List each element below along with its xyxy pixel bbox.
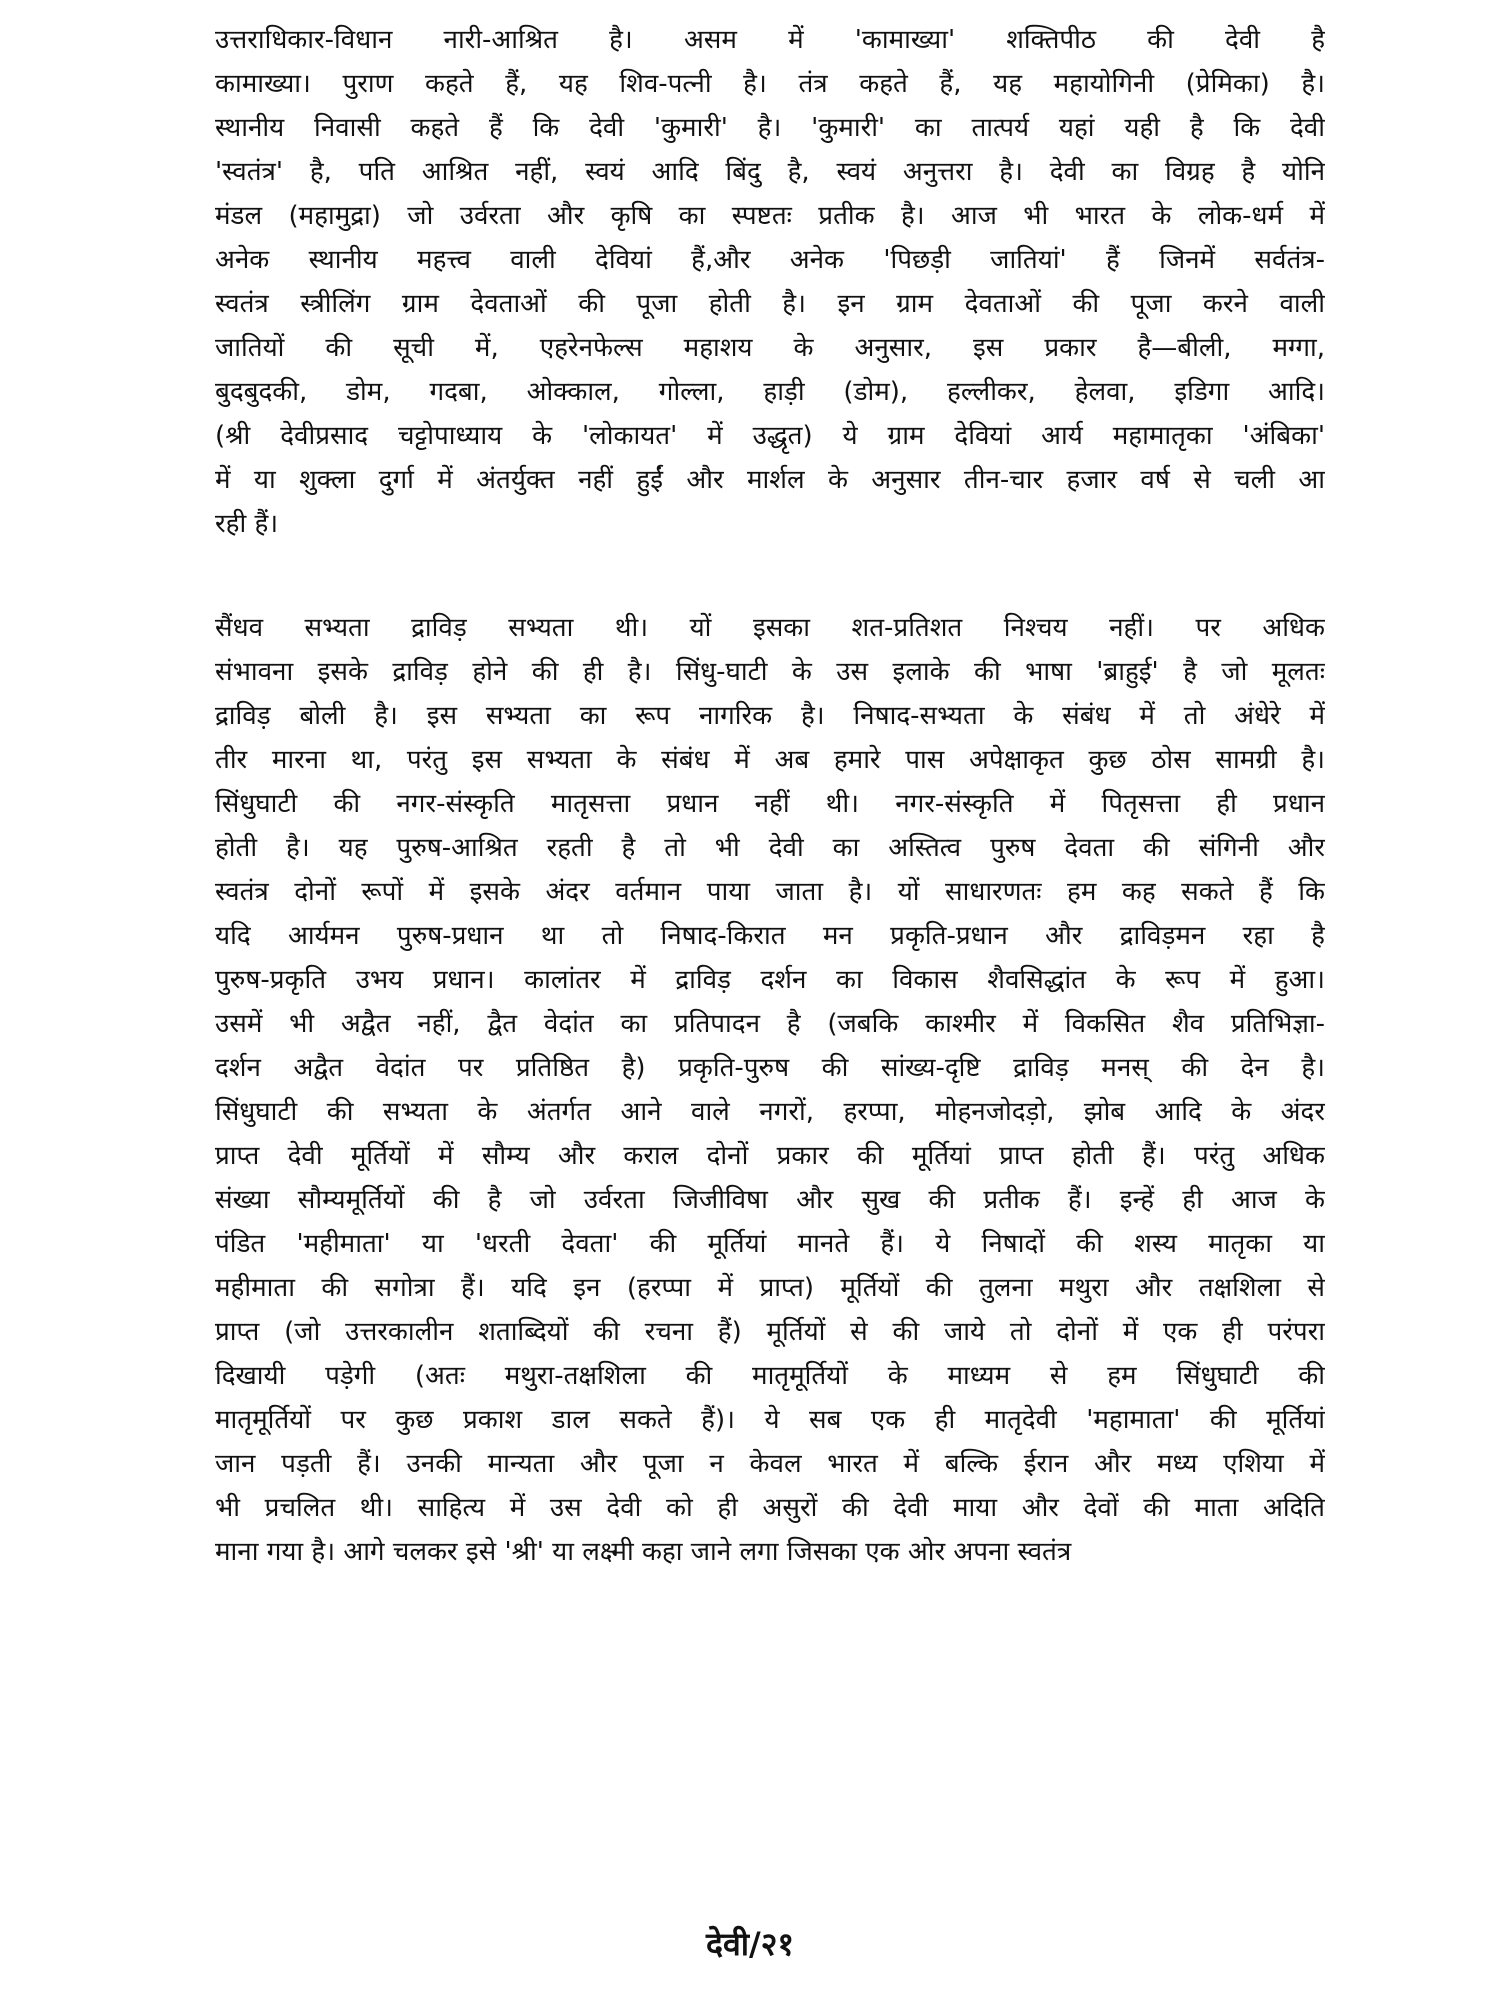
text-line: भी प्रचलित थी। साहित्य में उस देवी को ही असुरों की देवी माया और देवों की माता अदिति [215,1493,1325,1523]
text-line: यदि आर्यमन पुरुष-प्रधान था तो निषाद-किरात मन प्रकृति-प्रधान और द्राविड़मन रहा है [215,921,1325,951]
paragraph-gap [215,546,1325,606]
text-line: बुदबुदकी, डोम, गदबा, ओक्काल, गोल्ला, हाड़ी (डोम), हल्लीकर, हेलवा, इडिगा आदि। [215,377,1325,407]
text-line: जातियों की सूची में, एहरेनफेल्स महाशय के अनुसार, इस प्रकार है—बीली, मग्गा, [215,333,1325,363]
text-line: (श्री देवीप्रसाद चट्टोपाध्याय के 'लोकायत' में उद्धृत) ये ग्राम देवियां आर्य महामातृका 'अंबिका' [215,421,1325,451]
text-line: अनेक स्थानीय महत्त्व वाली देवियां हैं,और अनेक 'पिछड़ी जातियां' हैं जिनमें सर्वतंत्र- [215,245,1325,275]
text-line: में या शुक्ला दुर्गा में अंतर्युक्त नहीं हुईं और मार्शल के अनुसार तीन-चार हजार वर्ष से चली आ [215,465,1325,495]
text-line: मातृमूर्तियों पर कुछ प्रकाश डाल सकते हैं)। ये सब एक ही मातृदेवी 'महामाता' की मूर्तियां [215,1405,1325,1435]
text-line: स्वतंत्र दोनों रूपों में इसके अंदर वर्तमान पाया जाता है। यों साधारणतः हम कह सकते हैं कि [215,877,1325,907]
text-line: प्राप्त (जो उत्तरकालीन शताब्दियों की रचना हैं) मूर्तियों से की जाये तो दोनों में एक ही परंपरा [215,1317,1325,1347]
text-line: संभावना इसके द्राविड़ होने की ही है। सिंधु-घाटी के उस इलाके की भाषा 'ब्राहुई' है जो मूलतः [215,657,1325,687]
text-line: उत्तराधिकार-विधान नारी-आश्रित है। असम में 'कामाख्या' शक्तिपीठ की देवी है [215,25,1325,55]
text-line: पंडित 'महीमाता' या 'धरती देवता' की मूर्तियां मानते हैं। ये निषादों की शस्य मातृका या [215,1229,1325,1259]
text-line: सिंधुघाटी की सभ्यता के अंतर्गत आने वाले नगरों, हरप्पा, मोहनजोदड़ो, झोब आदि के अंदर [215,1097,1325,1127]
text-line: द्राविड़ बोली है। इस सभ्यता का रूप नागरिक है। निषाद-सभ्यता के संबंध में तो अंधेरे में [215,701,1325,731]
text-line: 'स्वतंत्र' है, पति आश्रित नहीं, स्वयं आदि बिंदु है, स्वयं अनुत्तरा है। देवी का विग्रह है योनि [215,157,1325,187]
text-line: दर्शन अद्वैत वेदांत पर प्रतिष्ठित है) प्रकृति-पुरुष की सांख्य-दृष्टि द्राविड़ मनस् की देन है। [215,1053,1325,1083]
paragraph-1 [215,18,1325,546]
text-line: पुरुष-प्रकृति उभय प्रधान। कालांतर में द्राविड़ दर्शन का विकास शैवसिद्धांत के रूप में हुआ। [215,965,1325,995]
text-line: होती है। यह पुरुष-आश्रित रहती है तो भी देवी का अस्तित्व पुरुष देवता की संगिनी और [215,833,1325,863]
text-line: मंडल (महामुद्रा) जो उर्वरता और कृषि का स्पष्टतः प्रतीक है। आज भी भारत के लोक-धर्म में [215,201,1325,231]
text-line: तीर मारना था, परंतु इस सभ्यता के संबंध में अब हमारे पास अपेक्षाकृत कुछ ठोस सामग्री है। [215,745,1325,775]
text-line: माना गया है। आगे चलकर इसे 'श्री' या लक्ष्मी कहा जाने लगा जिसका एक ओर अपना स्वतंत्र [215,1537,1072,1567]
text-line: सिंधुघाटी की नगर-संस्कृति मातृसत्ता प्रधान नहीं थी। नगर-संस्कृति में पितृसत्ता ही प्रधान [215,789,1325,819]
text-line: सैंधव सभ्यता द्राविड़ सभ्यता थी। यों इसका शत-प्रतिशत निश्चय नहीं। पर अधिक [215,613,1325,643]
text-line: संख्या सौम्यमूर्तियों की है जो उर्वरता जिजीविषा और सुख की प्रतीक हैं। इन्हें ही आज के [215,1185,1325,1215]
text-line: कामाख्या। पुराण कहते हैं, यह शिव-पत्नी है। तंत्र कहते हैं, यह महायोगिनी (प्रेमिका) है। [215,69,1325,99]
text-line: रही हैं। [215,509,279,539]
page-body [215,18,1325,1574]
text-line: स्थानीय निवासी कहते हैं कि देवी 'कुमारी' है। 'कुमारी' का तात्पर्य यहां यही है कि देवी [215,113,1325,143]
page-folio: देवी/२१ [705,1925,795,1963]
text-line: दिखायी पड़ेगी (अतः मथुरा-तक्षशिला की मातृमूर्तियों के माध्यम से हम सिंधुघाटी की [215,1361,1325,1391]
text-line: महीमाता की सगोत्रा हैं। यदि इन (हरप्पा में प्राप्त) मूर्तियों की तुलना मथुरा और तक्षशिला से [215,1273,1325,1303]
text-line: प्राप्त देवी मूर्तियों में सौम्य और कराल दोनों प्रकार की मूर्तियां प्राप्त होती हैं। परंतु अधिक [215,1141,1325,1171]
text-line: उसमें भी अद्वैत नहीं, द्वैत वेदांत का प्रतिपादन है (जबकि काश्मीर में विकसित शैव प्रतिभिज्ञा- [215,1009,1325,1039]
paragraph-2 [215,606,1325,1574]
text-line: जान पड़ती हैं। उनकी मान्यता और पूजा न केवल भारत में बल्कि ईरान और मध्य एशिया में [215,1449,1325,1479]
text-line: स्वतंत्र स्त्रीलिंग ग्राम देवताओं की पूजा होती है। इन ग्राम देवताओं की पूजा करने वाली [215,289,1325,319]
